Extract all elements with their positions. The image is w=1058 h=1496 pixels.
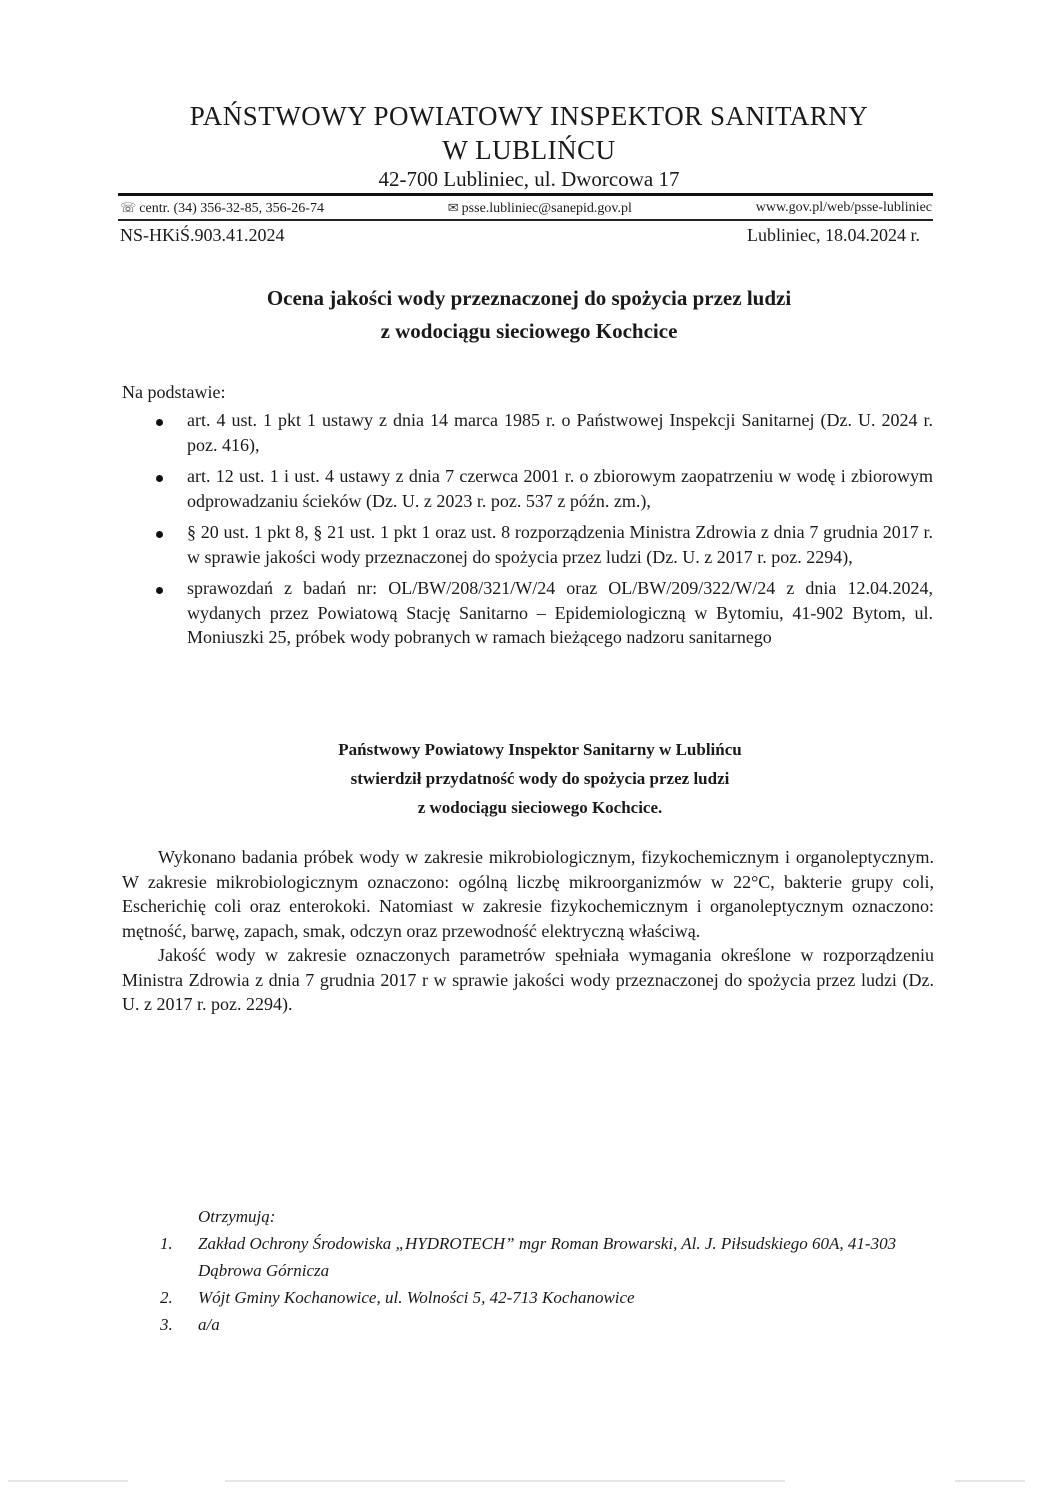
scan-artifact bbox=[955, 1480, 1025, 1482]
document-title bbox=[0, 282, 1058, 348]
list-item bbox=[160, 1284, 940, 1311]
recipients-block bbox=[160, 1203, 940, 1338]
website-link[interactable]: www.gov.pl/web/psse-lubliniec bbox=[755, 200, 932, 215]
recipients-list bbox=[160, 1230, 940, 1338]
header-divider-bottom bbox=[118, 219, 933, 221]
list-item: art. 12 ust. 1 i ust. 4 ustawy z dnia 7 czerwca 2001 r. o zbiorowym zaopatrzeniu w wodę i zbiorowym odprowadzaniu ścieków (Dz. U. z 2023 r. poz. 537 z późn. zm.), bbox=[150, 464, 933, 513]
list-number: 3. bbox=[160, 1315, 173, 1334]
decision-line-3: z wodociągu sieciowego Kochcice. bbox=[417, 798, 663, 817]
phone-contact bbox=[120, 198, 324, 218]
issuer-title: PAŃSTWOWY POWIATOWY INSPEKTOR SANITARNY bbox=[189, 101, 869, 131]
recipient-text: a/a bbox=[198, 1315, 220, 1334]
body-text bbox=[122, 845, 934, 1017]
conclusion-paragraph: Jakość wody w zakresie oznaczonych parametrów spełniała wymagania określone w rozporządzeniu Ministra Zdrowia z dnia 7 grudnia 2017 r w sprawie jakości wody przeznaczonej do spożycia przez ludzi (Dz. U. z 2017 r. poz. 2294). bbox=[122, 945, 934, 1014]
decision-line-2: stwierdził przydatność wody do spożycia przez ludzi bbox=[350, 769, 730, 788]
email-address[interactable]: psse.lubliniec@sanepid.gov.pl bbox=[461, 201, 632, 216]
list-item bbox=[160, 1311, 940, 1338]
header-divider-top bbox=[118, 193, 933, 196]
list-item: art. 4 ust. 1 pkt 1 ustawy z dnia 14 marca 1985 r. o Państwowej Inspekcji Sanitarnej (Dz. U. 2024 r. poz. 416), bbox=[150, 408, 933, 457]
phone-number: centr. (34) 356-32-85, 356-26-74 bbox=[139, 201, 324, 216]
decision-line-1: Państwowy Powiatowy Inspektor Sanitarny w Lublińcu bbox=[338, 740, 742, 759]
reference-row bbox=[120, 223, 920, 247]
recipient-text: Zakład Ochrony Środowiska „HYDROTECH” mgr Roman Browarski, Al. J. Piłsudskiego 60A, 41-303 Dąbrowa Górnicza bbox=[198, 1234, 897, 1280]
recipient-text: Wójt Gminy Kochanowice, ul. Wolności 5, 42-713 Kochanowice bbox=[198, 1288, 635, 1307]
phone-icon: ☏ bbox=[120, 200, 137, 215]
scan-artifact bbox=[225, 1480, 785, 1482]
list-item: sprawozdań z badań nr: OL/BW/208/321/W/24 oraz OL/BW/209/322/W/24 z dnia 12.04.2024, wydanych przez Powiatową Stację Sanitarno – Epidemiologiczną w Bytomiu, 41-902 Bytom, ul. Moniuszki 25, próbek wody pobranych w ramach bieżącego nadzoru sanitarnego bbox=[150, 576, 933, 650]
list-item bbox=[160, 1230, 940, 1284]
list-number: 1. bbox=[160, 1234, 173, 1253]
legal-basis-list bbox=[150, 408, 933, 657]
findings-paragraph: Wykonano badania próbek wody w zakresie mikrobiologicznym, fizykochemicznym i organoleptycznym. W zakresie mikrobiologicznym oznaczono: ogólną liczbę mikroorganizmów w 22°C, bakterie grupy coli, Escherichię coli oraz enterokoki. Natomiast w zakresie fizykochemicznym i organoleptycznym oznaczono: mętność, barwę, zapach, smak, odczyn oraz przewodność elektryczną właściwą. bbox=[122, 847, 934, 941]
contact-row bbox=[120, 198, 932, 218]
issuer-location: W LUBLIŃCU bbox=[442, 135, 616, 165]
issuer-address: 42-700 Lubliniec, ul. Dworcowa 17 bbox=[378, 167, 680, 191]
list-item: § 20 ust. 1 pkt 8, § 21 ust. 1 pkt 1 oraz ust. 8 rozporządzenia Ministra Zdrowia z dnia 7 grudnia 2017 r. w sprawie jakości wody przeznaczonej do spożycia przez ludzi (Dz. U. z 2017 r. poz. 2294), bbox=[150, 520, 933, 569]
decision-statement bbox=[0, 735, 1058, 822]
recipients-label: Otrzymują: bbox=[198, 1207, 276, 1226]
email-icon: ✉ bbox=[447, 200, 459, 215]
reference-number: NS-HKiŚ.903.41.2024 bbox=[120, 225, 285, 245]
document-title-line-2: z wodociągu sieciowego Kochcice bbox=[380, 319, 678, 343]
email-contact bbox=[448, 198, 632, 218]
place-date: Lubliniec, 18.04.2024 r. bbox=[747, 225, 920, 245]
document-title-line-1: Ocena jakości wody przeznaczonej do spożycia przez ludzi bbox=[266, 286, 792, 310]
list-number: 2. bbox=[160, 1288, 173, 1307]
legal-basis-label: Na podstawie: bbox=[122, 382, 226, 402]
scan-artifact bbox=[8, 1480, 128, 1482]
